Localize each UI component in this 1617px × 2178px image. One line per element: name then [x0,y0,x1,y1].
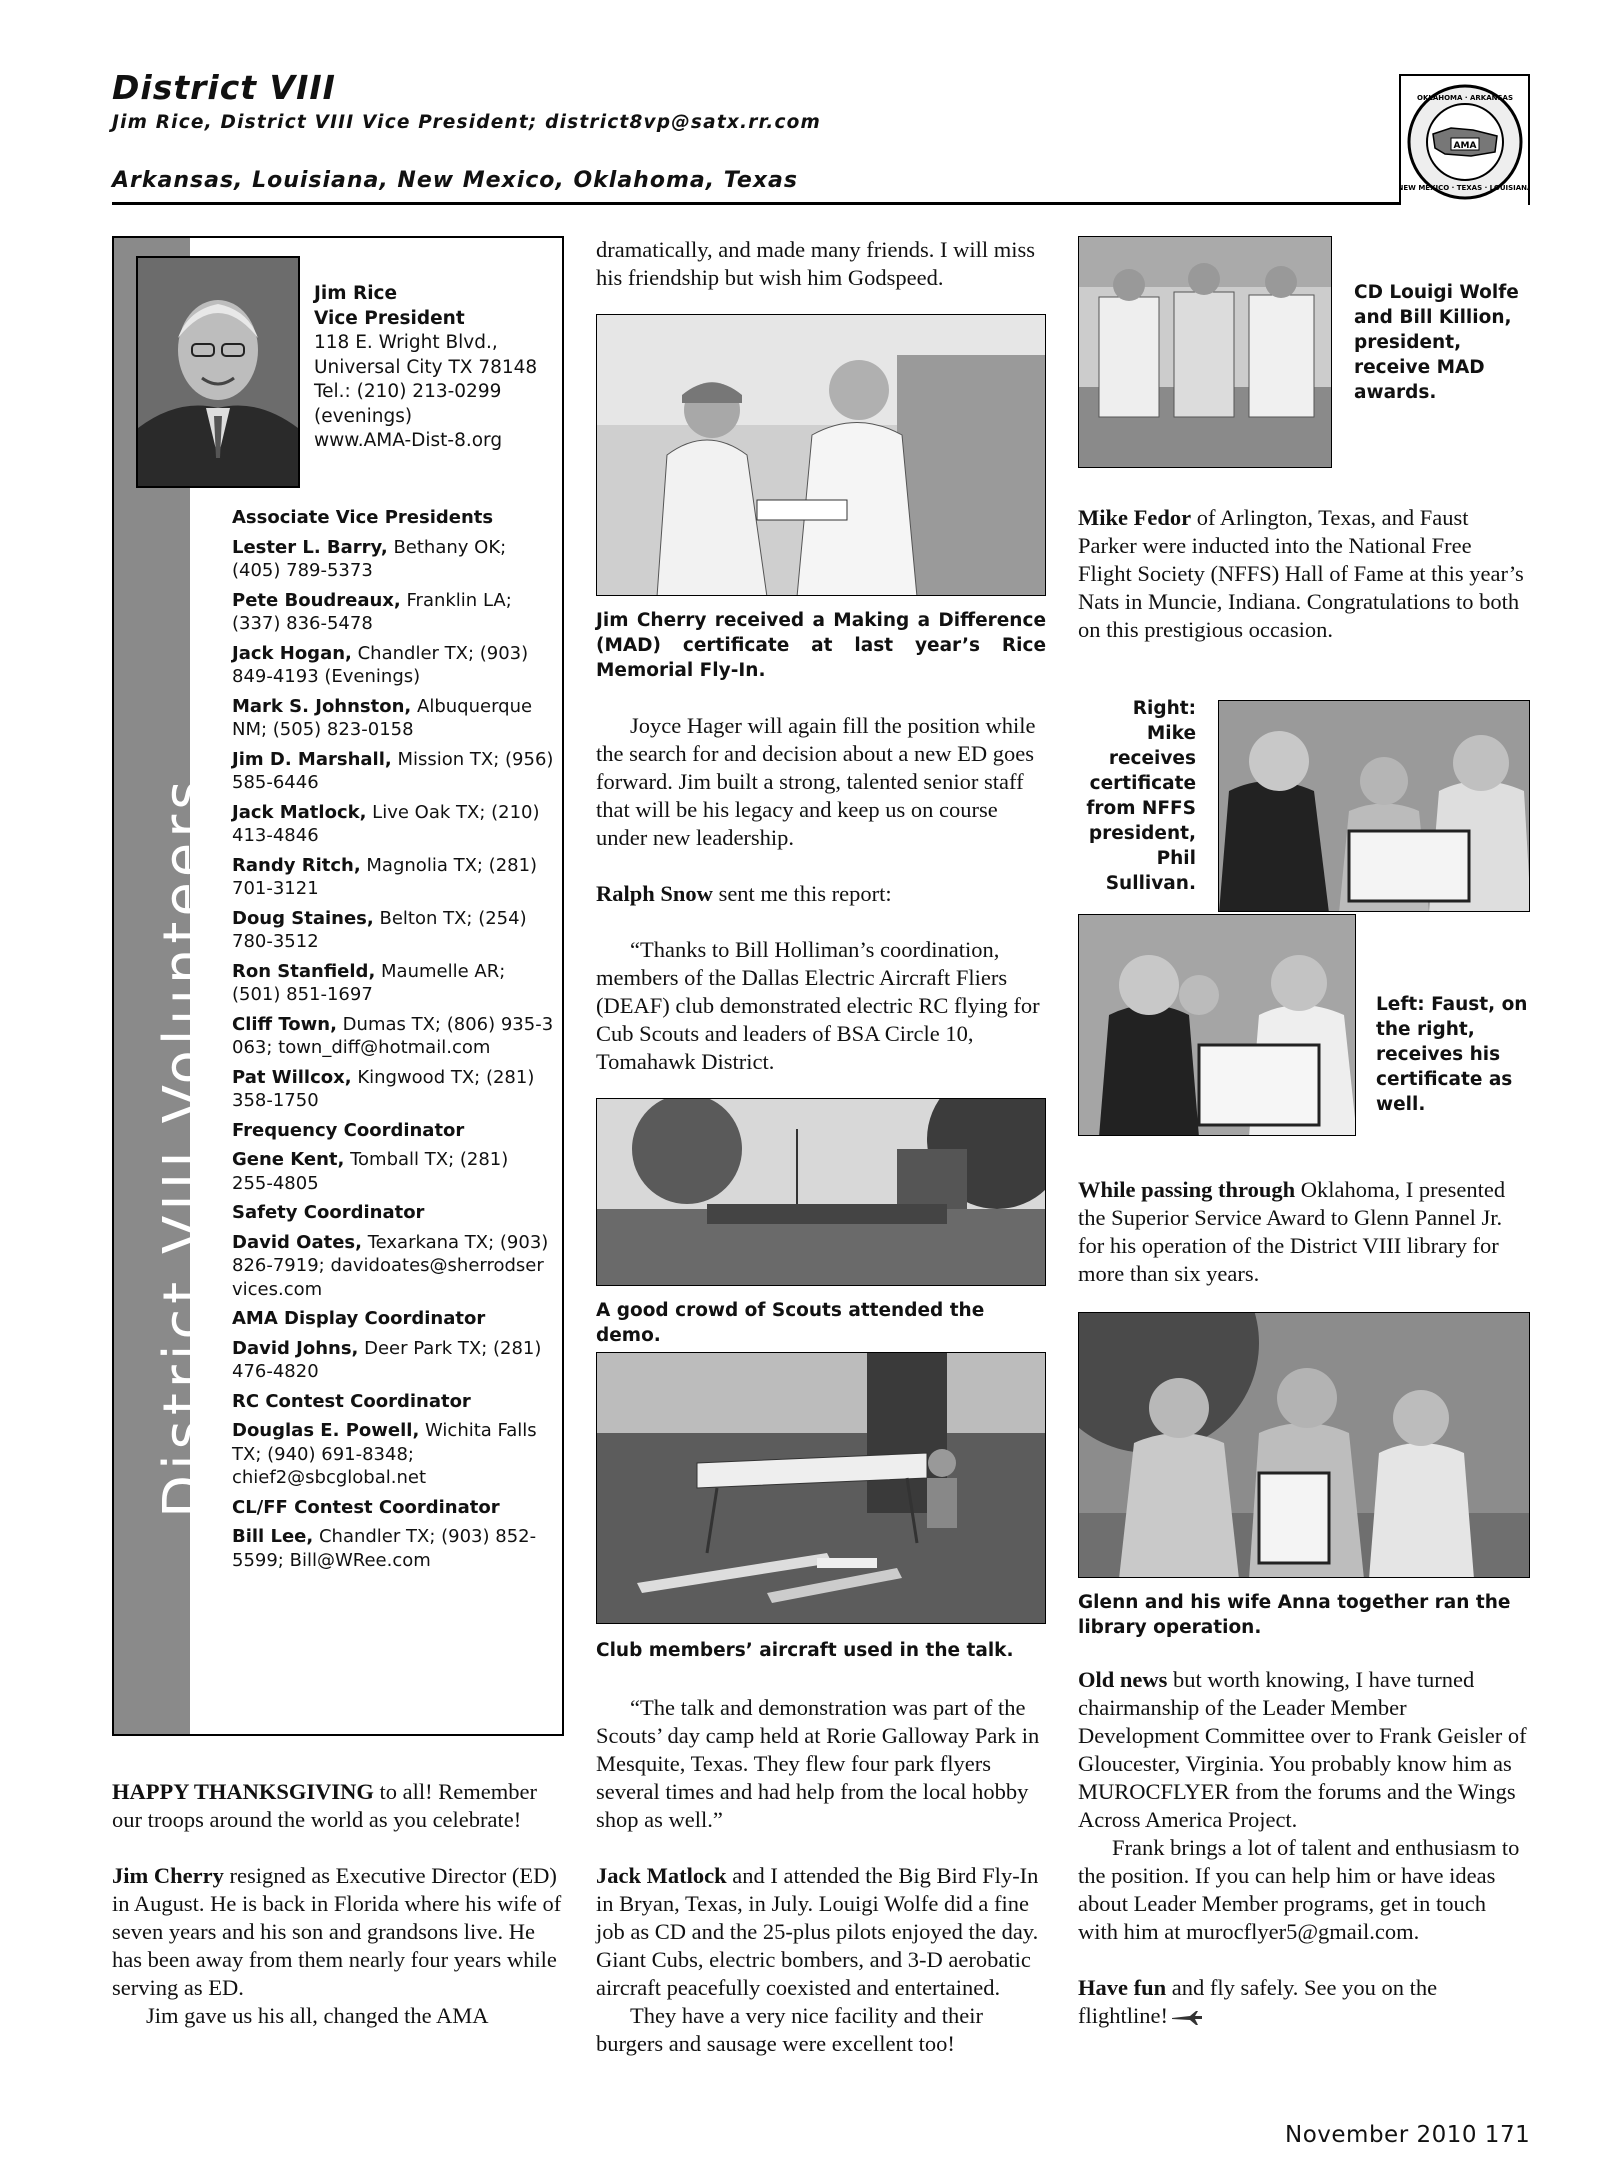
caption-jim-cherry: Jim Cherry received a Making a Difference (MAD) certificate at last year’s Rice Memorial Fly-In. [596,610,1046,681]
col2-para-0: dramatically, and made many friends. I will miss his friendship but wish him Godspeed. [596,237,1036,290]
list-item: Lester L. Barry, Bethany OK; (405) 789-5373 [232,536,507,581]
role-heading: RC Contest Coordinator [232,1390,471,1412]
list-item: David Johns, Deer Park TX; (281) 476-4820 [232,1337,542,1382]
photo-glenn-anna [1078,1312,1530,1578]
vp-phone-note: (evenings) [314,405,413,427]
paragraph: “Thanks to Bill Holliman’s coordination, members of the Dallas Electric Aircraft Fliers (DEAF) club demonstrated electric RC flying for Cub Scouts and leaders of BSA Circle 10, Tomahawk District. [596,937,1040,1074]
paragraph: “The talk and demonstration was part of the Scouts’ day camp held at Rorie Galloway Park in Mesquite, Texas. They flew four park flyers several times and had help from the local hobby shop as well.” [596,1695,1040,1832]
district-logo [1399,74,1530,205]
list-item: Jack Hogan, Chandler TX; (903) 849-4193 (Evenings) [232,642,529,687]
caption-mad-awards: CD Louigi Wolfe and Bill Killion, president, receive MAD awards. [1354,282,1519,403]
list-item: Doug Staines, Belton TX; (254) 780-3512 [232,907,527,952]
photo-club-aircraft [596,1352,1046,1624]
svg-text:OKLAHOMA · ARKANSAS: OKLAHOMA · ARKANSAS [1417,94,1513,102]
caption-glenn-anna: Glenn and his wife Anna together ran the library operation. [1078,1592,1511,1638]
photo-jim-cherry-mad [596,314,1046,596]
role-heading: Safety Coordinator [232,1202,425,1223]
column-3-text-b [1078,1176,1530,1288]
airplane-end-icon [1170,2010,1204,2026]
paragraph: They have a very nice facility and their burgers and sausage were excellent too! [596,2003,983,2056]
vp-contact [314,282,554,454]
column-1-text [112,1778,564,2030]
photo-scouts-crowd [596,1098,1046,1286]
list-item: Cliff Town, Dumas TX; (806) 935-3063; town_diff@hotmail.com [232,1013,554,1058]
role-heading: CL/FF Contest Coordinator [232,1496,500,1518]
vp-phone: Tel.: (210) 213-0299 [314,381,502,402]
list-item: Randy Ritch, Magnolia TX; (281) 701-3121 [232,854,538,899]
list-item: Ron Stanfield, Maumelle AR; (501) 851-1697 [232,960,506,1005]
caption-scouts-crowd: A good crowd of Scouts attended the demo. [596,1300,985,1346]
role-heading: AMA Display Coordinator [232,1308,486,1329]
volunteer-list [232,506,554,1572]
ama-logo-icon [1401,76,1528,203]
photo-faust-parker [1078,914,1356,1136]
paragraph: Old news but worth knowing, I have turned chairmanship of the Leader Member Development Committee over to Frank Geisler of Gloucester, Virginia. You probably know him as MUROCFLYER from the forums and the Wings Across America Project. [1078,1667,1527,1832]
vp-line: Jim Rice, District VIII Vice President; district8vp@satx.rr.com [112,112,822,133]
header-rule [112,202,1530,205]
vp-address-2: Universal City TX 78148 [314,356,538,378]
column-3-text-a [1078,504,1530,644]
vp-website[interactable]: www.AMA-Dist-8.org [314,430,503,451]
column-2-text-b [596,1694,1046,2058]
avp-heading: Associate Vice Presidents [232,507,494,528]
role-heading: Frequency Coordinator [232,1119,465,1141]
list-item: Pete Boudreaux, Franklin LA; (337) 836-5478 [232,589,512,634]
list-item: Douglas E. Powell, Wichita Falls TX; (940) 691-8348; chief2@sbcglobal.net [232,1420,537,1488]
svg-text:AMA: AMA [1453,141,1477,151]
list-item: Jim D. Marshall, Mission TX; (956) 585-6446 [232,748,554,793]
caption-mike-fedor: Right: Mike receives certificate from NFFS president, Phil Sullivan. [1086,698,1196,894]
sidebar-band-title: District VIII Volunteers [152,775,217,1518]
list-item: Jack Matlock, Live Oak TX; (210) 413-4846 [232,801,540,846]
page-footer: November 2010 171 [1285,2122,1531,2148]
paragraph: Jim gave us his all, changed the AMA [146,2003,489,2028]
vp-title: Vice President [314,307,465,329]
paragraph: Mike Fedor of Arlington, Texas, and Faust Parker were inducted into the National Free Flight Society (NFFS) Hall of Fame at this year’s Nats in Muncie, Indiana. Congratulations to both on this prestigious occasion. [1078,505,1524,642]
caption-club-aircraft: Club members’ aircraft used in the talk. [596,1640,1014,1661]
paragraph: Frank brings a lot of talent and enthusiasm to the position. If you can help him or have ideas about Leader Member programs, get in touch with him at murocflyer5@gmail.com. [1078,1835,1520,1944]
volunteers-sidebar [112,236,564,1736]
paragraph: HAPPY THANKSGIVING to all! Remember our troops around the world as you celebrate! [112,1779,537,1832]
column-2-text-a [596,712,1046,1076]
vp-address-1: 118 E. Wright Blvd., [314,332,498,353]
paragraph: While passing through Oklahoma, I presented the Superior Service Award to Glenn Pannel Jr. for his operation of the District VIII library for more than six years. [1078,1177,1506,1286]
vp-name: Jim Rice [314,283,398,304]
list-item: Bill Lee, Chandler TX; (903) 852-5599; Bill@WRee.com [232,1526,537,1571]
district-states: Arkansas, Louisiana, New Mexico, Oklahoma, Texas [112,168,798,193]
photo-mike-fedor [1218,700,1530,912]
column-3-text-c [1078,1666,1530,2030]
svg-text:NEW MEXICO · TEXAS · LOUISIANA: NEW MEXICO · TEXAS · LOUISIANA [1401,184,1528,192]
list-item: Mark S. Johnston, Albuquerque NM; (505) 823-0158 [232,695,533,740]
paragraph: Have fun and fly safely. See you on the flightline! [1078,1975,1438,2028]
paragraph: Joyce Hager will again fill the position while the search for and decision about a new ED goes forward. Jim built a strong, talented senior staff that will be his legacy and keep us on course under new leadership. [596,713,1036,850]
list-item: Pat Willcox, Kingwood TX; (281) 358-1750 [232,1066,535,1111]
vp-portrait [136,256,300,488]
list-item: David Oates, Texarkana TX; (903) 826-7919; davidoates@sherrodservices.com [232,1231,549,1300]
list-item: Gene Kent, Tomball TX; (281) 255-4805 [232,1149,509,1194]
photo-mad-awards [1078,236,1332,468]
caption-faust-parker: Left: Faust, on the right, receives his certificate as well. [1376,994,1528,1115]
page-title: District VIII [112,68,336,107]
paragraph: Ralph Snow sent me this report: [596,881,892,906]
paragraph: Jim Cherry resigned as Executive Director (ED) in August. He is back in Florida where his wife of seven years and his son and grandsons live. He has been away from them nearly four years while serving as ED. [112,1863,562,2000]
paragraph: Jack Matlock and I attended the Big Bird Fly-In in Bryan, Texas, in July. Louigi Wolfe did a fine job as CD and the 25-plus pilots enjoyed the day. Giant Cubs, electric bombers, and 3-D aerobatic aircraft peacefully coexisted and entertained. [596,1863,1039,2000]
